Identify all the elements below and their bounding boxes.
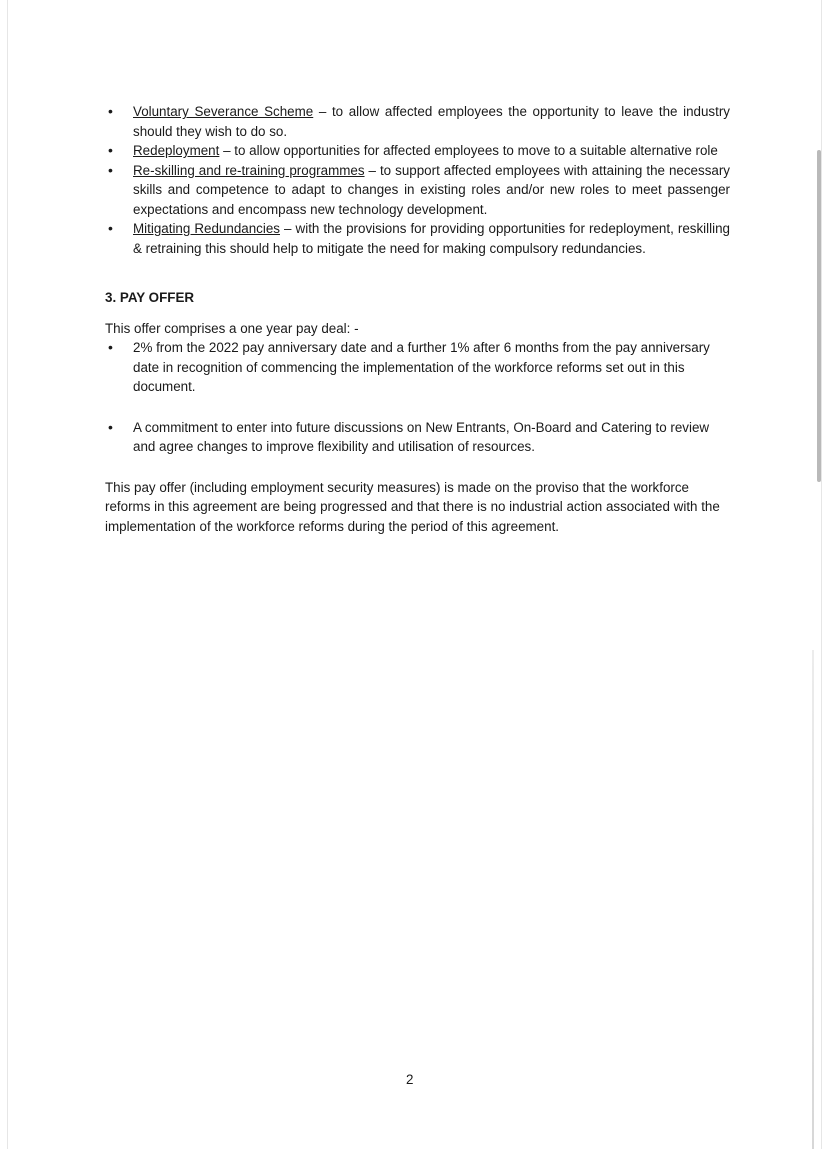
measure-text: – to allow affected employees the opportunity to leave the industry should they wish to do so. bbox=[133, 104, 730, 139]
section-heading: 3. PAY OFFER bbox=[105, 290, 195, 305]
bullet-icon: • bbox=[108, 339, 113, 355]
list-item bbox=[105, 418, 730, 457]
page-edge bbox=[812, 650, 814, 1149]
bullet-icon: • bbox=[108, 220, 113, 236]
bullet-icon: • bbox=[108, 103, 113, 119]
pay-offer-list bbox=[105, 338, 730, 457]
bullet-icon: • bbox=[108, 161, 113, 178]
page-content bbox=[105, 102, 730, 536]
measure-text: – to support affected employees with attaining the necessary skills and competence to adapt to changes in existing roles and/or new roles to meet passenger expectations and encompass new technology development. bbox=[133, 162, 730, 217]
pay-offer-intro: This offer comprises a one year pay deal: - bbox=[105, 320, 359, 336]
pay-offer-item-text: A commitment to enter into future discussions on New Entrants, On-Board and Catering to review and agree changes to improve flexibility and utilisation of resources. bbox=[133, 419, 710, 454]
list-item bbox=[105, 338, 730, 397]
scrollbar[interactable] bbox=[817, 150, 821, 482]
measure-title: Redeployment bbox=[133, 143, 220, 158]
list-item bbox=[105, 102, 730, 141]
list-item bbox=[105, 219, 730, 258]
bullet-icon: • bbox=[108, 142, 113, 158]
measure-text: – to allow opportunities for affected employees to move to a suitable alternative role bbox=[219, 143, 718, 158]
employment-measures-list bbox=[105, 102, 730, 258]
proviso-paragraph: This pay offer (including employment security measures) is made on the proviso that the workforce reforms in this agreement are being progressed and that there is no industrial action associated with the implementation of the workforce reforms during the period of this agreement. bbox=[105, 479, 720, 534]
measure-text: – with the provisions for providing opportunities for redeployment, reskilling & retraining this should help to mitigate the need for making compulsory redundancies. bbox=[133, 221, 730, 256]
list-item bbox=[105, 161, 730, 220]
measure-title: Voluntary Severance Scheme bbox=[133, 104, 314, 119]
page-number: 2 bbox=[406, 1072, 414, 1087]
list-item bbox=[105, 141, 730, 161]
bullet-icon: • bbox=[108, 418, 113, 435]
document-page bbox=[7, 0, 822, 1149]
measure-title: Mitigating Redundancies bbox=[133, 221, 280, 236]
pay-offer-item-text: 2% from the 2022 pay anniversary date and a further 1% after 6 months from the pay anniversary date in recognition of commencing the implementation of the workforce reforms set out in this document. bbox=[133, 340, 710, 394]
measure-title: Re-skilling and re-training programmes bbox=[133, 162, 365, 178]
